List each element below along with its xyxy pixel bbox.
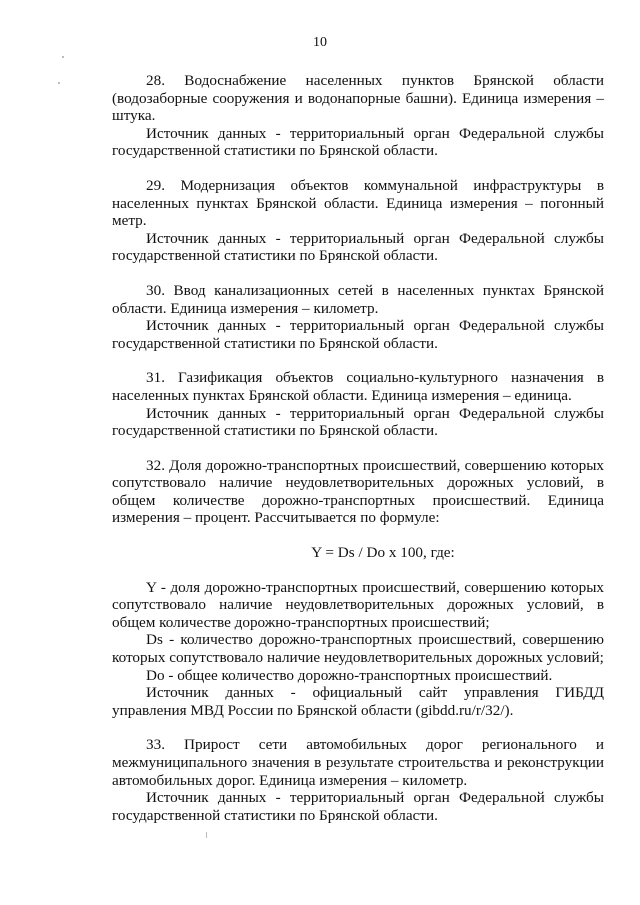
definition-ds: Ds - количество дорожно-транспортных происшествий, совершению которых сопутствовало наличие неудовлетворительных дорожных условий; xyxy=(112,631,604,667)
scan-mark xyxy=(206,832,207,838)
formula: Y = Ds / Do x 100, где: xyxy=(311,544,455,562)
section-31 xyxy=(112,369,604,439)
section-title: 29. Модернизация объектов коммунальной инфраструктуры в населенных пунктах Брянской области. Единица измерения – погонный метр. xyxy=(112,176,604,230)
definition-y: Y - доля дорожно-транспортных происшествий, совершению которых сопутствовало наличие неудовлетворительных дорожных условий, в общем количестве дорожно-транспортных происшествий; xyxy=(112,578,604,631)
section-source: Источник данных - территориальный орган Федеральной службы государственной статистики по Брянской области. xyxy=(112,229,604,265)
section-source: Источник данных - территориальный орган Федеральной службы государственной статистики по Брянской области. xyxy=(112,404,604,440)
section-33 xyxy=(112,736,604,824)
page-number: 10 xyxy=(313,35,327,50)
section-title: 28. Водоснабжение населенных пунктов Брянской области (водозаборные сооружения и водонапорные башни). Единица измерения – штука. xyxy=(112,72,604,125)
section-29 xyxy=(112,177,604,265)
section-28 xyxy=(112,72,604,160)
section-source: Источник данных - территориальный орган Федеральной службы государственной статистики по Брянской области. xyxy=(112,317,604,352)
section-title: 33. Прирост сети автомобильных дорог регионального и межмуниципального значения в результате строительства и реконструкции автомобильных дорог. Единица измерения – километр. xyxy=(112,736,604,789)
section-30 xyxy=(112,282,604,352)
section-title: 32. Доля дорожно-транспортных происшествий, совершению которых сопутствовало наличие неудовлетворительных дорожных условий, в общем количестве дорожно-транспортных происшествий. Единица измерения – процент. Рассчитывается по формуле: xyxy=(112,456,604,527)
section-source: Источник данных - официальный сайт управления ГИБДД управления МВД России по Брянской области (gibdd.ru/r/32/). xyxy=(112,684,604,719)
document-body xyxy=(112,72,604,824)
section-title: 30. Ввод канализационных сетей в населенных пунктах Брянской области. Единица измерения – километр. xyxy=(112,281,604,317)
section-source: Источник данных - территориальный орган Федеральной службы государственной статистики по Брянской области. xyxy=(112,124,604,160)
definition-do: Do - общее количество дорожно-транспортных происшествий. xyxy=(146,666,553,684)
scan-mark xyxy=(62,56,64,58)
section-32 xyxy=(112,457,604,720)
section-source: Источник данных - территориальный орган Федеральной службы государственной статистики по Брянской области. xyxy=(112,789,604,824)
section-title: 31. Газификация объектов социально-культурного назначения в населенных пунктах Брянской области. Единица измерения – единица. xyxy=(112,369,604,404)
scan-mark xyxy=(58,82,60,84)
